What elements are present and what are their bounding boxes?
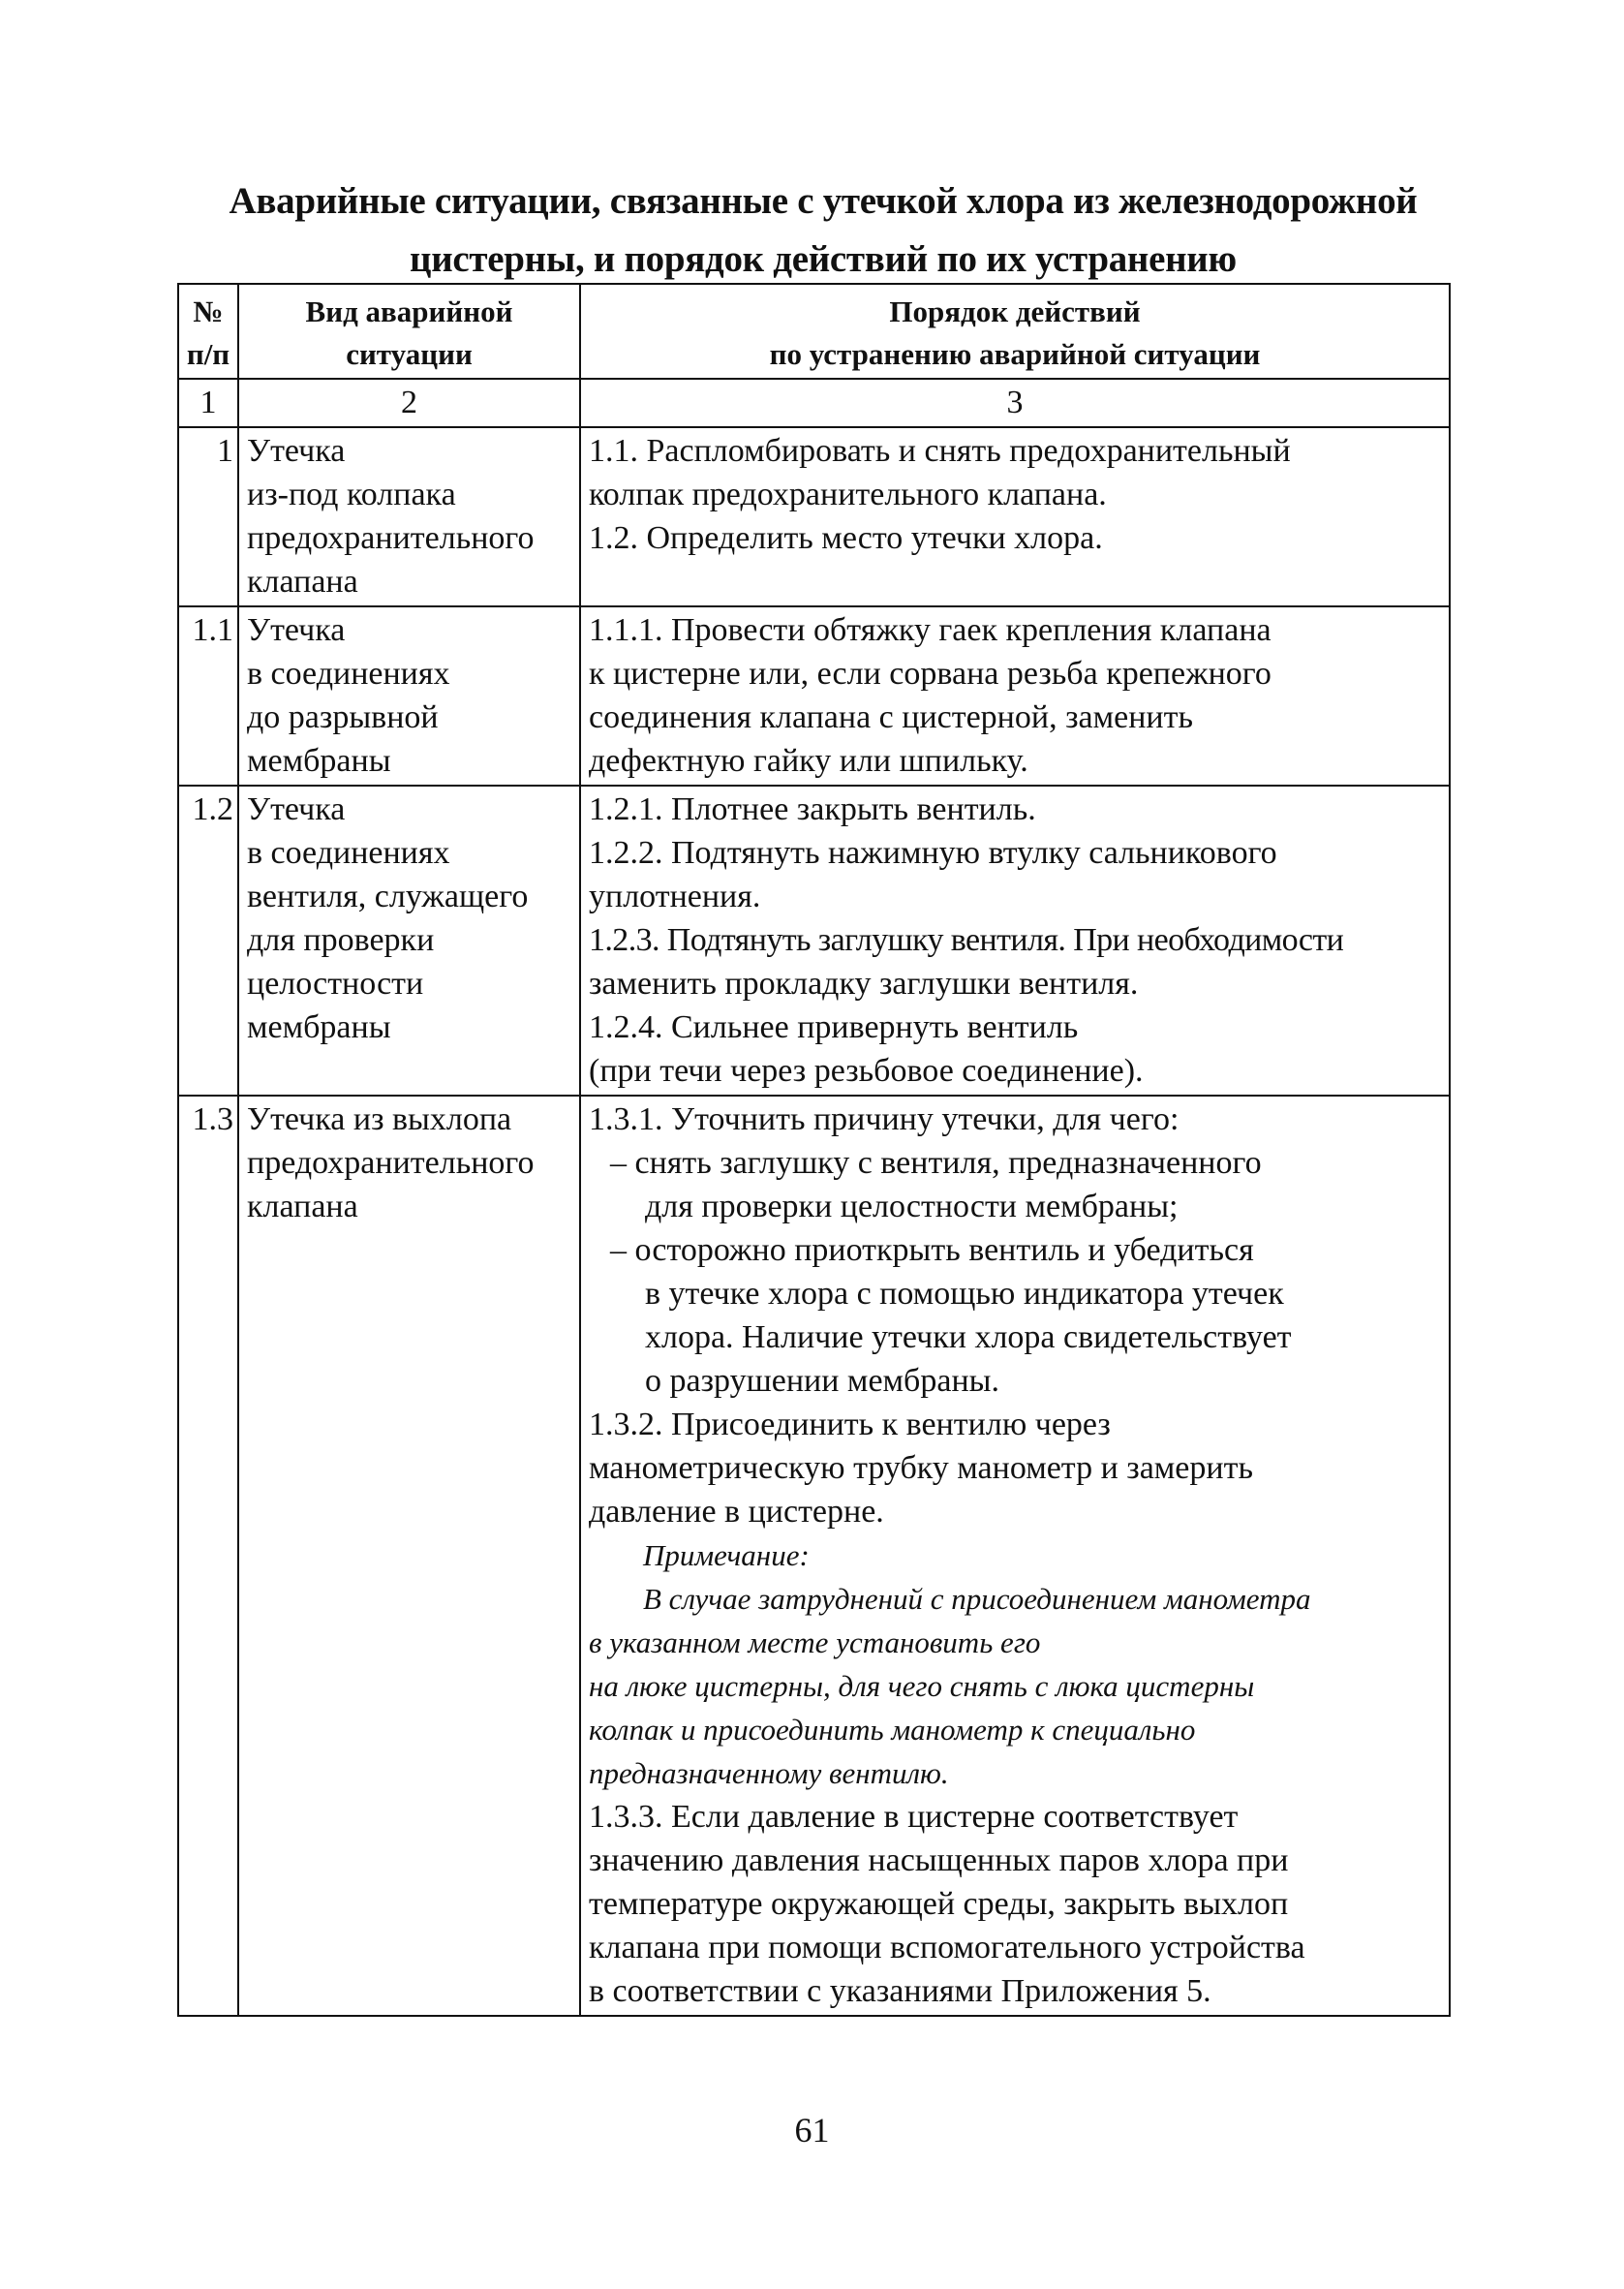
situation-cell: Утечка из-под колпака предохранительного клапана — [238, 427, 580, 606]
title-line-2: цистерны, и порядок действий по их устранению — [410, 238, 1237, 280]
row-number: 1 — [178, 427, 238, 606]
column-number-row — [178, 379, 1450, 427]
note-text: В случае затруднений с присоединением манометра — [643, 1582, 1311, 1616]
note-label: Примечание: — [643, 1538, 810, 1572]
table-row — [178, 427, 1450, 606]
actions-cell: 1.2.1. Плотнее закрыть вентиль. 1.2.2. Подтянуть нажимную втулку сальникового уплотнения. 1.2.3. Подтянуть заглушку вентиля. При необходимости заменить прокладку заглушки вентиля. 1.2.4. Сильнее привернуть вентиль (при течи через резьбовое соединение). — [580, 786, 1450, 1096]
header-num: № п/п — [178, 284, 238, 379]
row-number: 1.2 — [178, 786, 238, 1096]
table-row — [178, 786, 1450, 1096]
situation-cell: Утечка в соединениях вентиля, служащего для проверки целостности мембраны — [238, 786, 580, 1096]
title-line-1: Аварийные ситуации, связанные с утечкой хлора из железнодорожной — [229, 180, 1418, 222]
row-number: 1.1 — [178, 606, 238, 786]
action-1-3-2: 1.3.2. Присоединить к вентилю через — [589, 1407, 1111, 1442]
col-number-1: 1 — [178, 379, 238, 427]
action-1-3-3: 1.3.3. Если давление в цистерне соответствует — [589, 1799, 1239, 1835]
actions-cell: 1.1. Распломбировать и снять предохранительный колпак предохранительного клапана. 1.2. Определить место утечки хлора. — [580, 427, 1450, 606]
situation-cell: Утечка в соединениях до разрывной мембраны — [238, 606, 580, 786]
situation-cell: Утечка из выхлопа предохранительного клапана — [238, 1096, 580, 2016]
row-number: 1.3 — [178, 1096, 238, 2016]
actions-cell: 1.3.1. Уточнить причину утечки, для чего: – снять заглушку с вентиля, предназначенного для проверки целостности мембраны; – осторожно приоткрыть вентиль и убедиться в утечке хлора с помощью индикатора утечек хлора. Наличие утечки хлора свидетельствует о разрушении мембраны. 1.3.2. Присоединить к вентилю через манометрическую трубку манометр и замерить давление в цистерне. Примечание: В случае затруднений с присоединением манометра в указанном месте установить его на люке цистерны, для чего снять с люка цистерны колпак и присоединить манометр к специально предназначенному вентилю. 1.3.3. Если давление в цистерне соответствует значению давления насыщенных паров хлора при температуре окружающей среды, закрыть выхлоп клапана при помощи вспомогательного устройства в соответствии с указаниями Приложения 5. — [580, 1096, 1450, 2016]
table-header-row — [178, 284, 1450, 379]
document-title — [145, 172, 1501, 289]
table-row — [178, 1096, 1450, 2016]
header-situation: Вид аварийной ситуации — [238, 284, 580, 379]
actions-cell: 1.1.1. Провести обтяжку гаек крепления клапана к цистерне или, если сорвана резьба крепежного соединения клапана с цистерной, заменить дефектную гайку или шпильку. — [580, 606, 1450, 786]
header-actions: Порядок действий по устранению аварийной ситуации — [580, 284, 1450, 379]
emergency-actions-table — [177, 283, 1451, 2017]
col-number-3: 3 — [580, 379, 1450, 427]
page-number: 61 — [794, 2111, 830, 2150]
col-number-2: 2 — [238, 379, 580, 427]
table-row — [178, 606, 1450, 786]
action-1-3-1: 1.3.1. Уточнить причину утечки, для чего: — [589, 1101, 1180, 1137]
